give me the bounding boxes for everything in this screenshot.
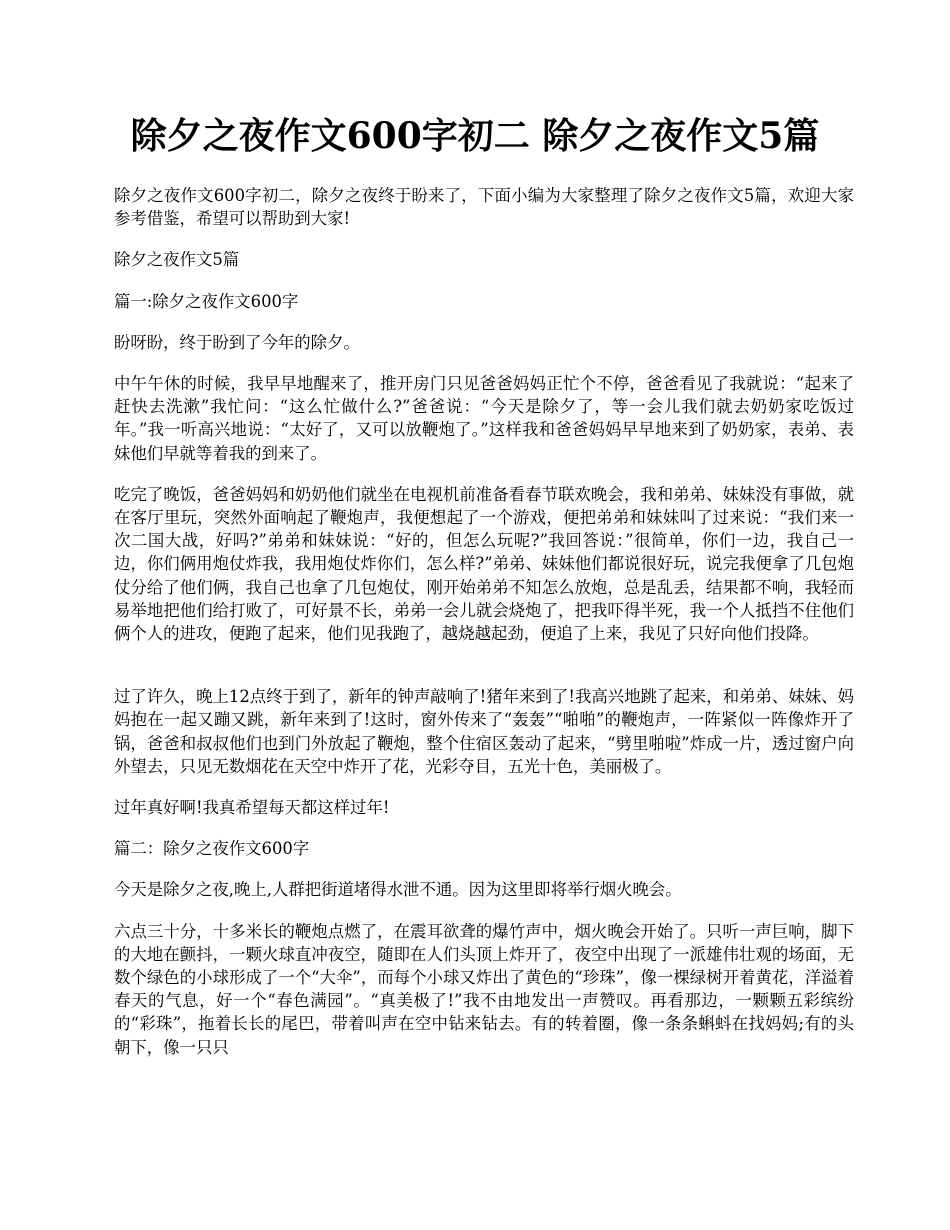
document-body (114, 184, 854, 1077)
body-paragraph: 今天是除夕之夜,晚上,人群把街道堵得水泄不通。因为这里即将举行烟火晚会。 (114, 880, 682, 900)
body-paragraph: 过年真好啊!我真希望每天都这样过年! (114, 798, 390, 818)
body-paragraph: 盼呀盼，终于盼到了今年的除夕。 (114, 332, 360, 352)
intro-paragraph: 除夕之夜作文600字初二，除夕之夜终于盼来了，下面小编为大家整理了除夕之夜作文5篇，欢迎大家参考借鉴，希望可以帮助到大家! (114, 186, 854, 229)
document-title: 除夕之夜作文600字初二 除夕之夜作文5篇 (130, 115, 820, 157)
body-paragraph: 六点三十分，十多米长的鞭炮点燃了，在震耳欲聋的爆竹声中，烟火晚会开始了。只听一声巨响，脚下的大地在颤抖，一颗火球直冲夜空，随即在人们头顶上炸开了，夜空中出现了一派雄伟壮观的场面，无数个绿色的小球形成了一个“大伞”，而每个小球又炸出了黄色的“珍珠”，像一棵绿树开着黄花，洋溢着春天的气息，好一个“春色满园”。“真美极了!”我不由地发出一声赞叹。再看那边，一颗颗五彩缤纷的“彩珠”，拖着长长的尾巴，带着叫声在空中钻来钻去。有的转着圈，像一条条蝌蚪在找妈妈;有的头朝下，像一只只 (114, 921, 854, 1057)
body-paragraph: 吃完了晚饭，爸爸妈妈和奶奶他们就坐在电视机前准备看春节联欢晚会，我和弟弟、妹妹没有事做，就在客厅里玩，突然外面响起了鞭炮声，我便想起了一个游戏，便把弟弟和妹妹叫了过来说：“我们来一次二国大战，好吗?”弟弟和妹妹说：“好的，但怎么玩呢?”我回答说：”很简单，你们一边，我自己一边，你们俩用炮仗炸我，我用炮仗炸你们，怎么样?”弟弟、妹妹他们都说很好玩，说完我便拿了几包炮仗分给了他们俩，我自己也拿了几包炮仗，刚开始弟弟不知怎么放炮，总是乱丢，结果都不响，我轻而易举地把他们给打败了，可好景不长，弟弟一会儿就会烧炮了，把我吓得半死，我一个人抵挡不住他们俩个人的进攻，便跑了起来，他们见我跑了，越烧越起劲，便追了上来，我见了只好向他们投降。 (114, 484, 854, 644)
body-paragraph: 过了许久，晚上12点终于到了，新年的钟声敲响了!猪年来到了!我高兴地跳了起来，和弟弟、妹妹、妈妈抱在一起又蹦又跳，新年来到了!这时，窗外传来了“轰轰”“啪啪”的鞭炮声，一阵紧似一阵像炸开了锅，爸爸和叔叔他们也到门外放起了鞭炮，整个住宿区轰动了起来，“劈里啪啦”炸成一片，透过窗户向外望去，只见无数烟花在天空中炸开了花，光彩夺目，五光十色，美丽极了。 (114, 687, 854, 776)
subtitle-paragraph: 除夕之夜作文5篇 (114, 250, 240, 270)
section-heading-2: 篇二：除夕之夜作文600字 (114, 839, 310, 859)
section-heading-1: 篇一:除夕之夜作文600字 (114, 291, 299, 311)
body-paragraph: 中午午休的时候，我早早地醒来了，推开房门只见爸爸妈妈正忙个不停，爸爸看见了我就说：“起来了赶快去洗漱”我忙问：“这么忙做什么?”爸爸说：“今天是除夕了，等一会儿我们就去奶奶家吃饭过年。”我一听高兴地说：“太好了，又可以放鞭炮了。”这样我和爸爸妈妈早早地来到了奶奶家，表弟、表妹他们早就等着我的到来了。 (114, 374, 854, 463)
